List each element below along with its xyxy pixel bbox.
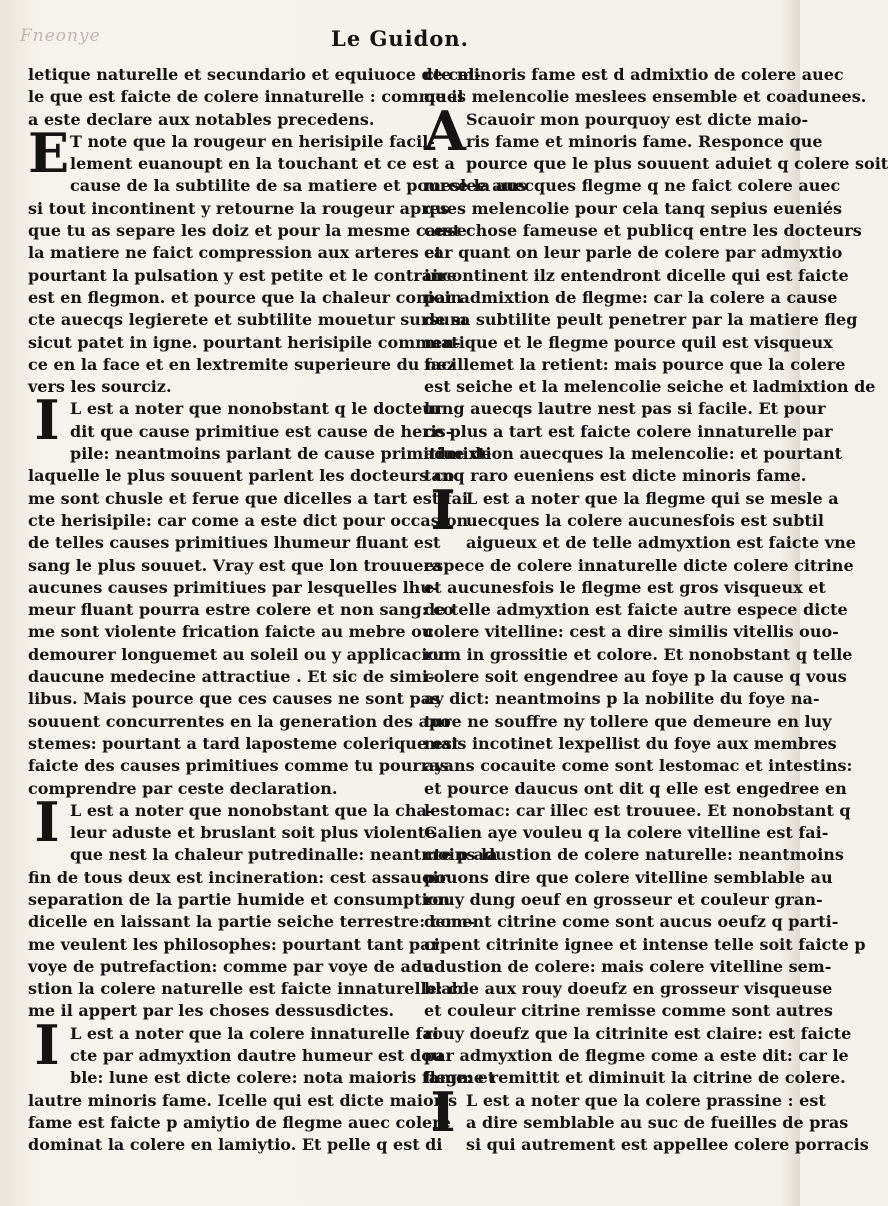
text-line: tanq raro eueniens est dicte minoris fame.: [424, 466, 807, 486]
text-line: cause de la subtilite de sa matiere et pource la aus: [70, 176, 527, 196]
text-line: blable aux rouy doeufz en grosseur visqueuse: [424, 979, 833, 999]
text-line: Scauoir mon pourquoy est dicte maio-: [466, 109, 809, 129]
text-line: L est a noter que la colere prassine : est: [466, 1090, 826, 1110]
paragraph: [28, 789, 498, 1023]
text-line: me veulent les philosophes: pourtant tant par: [28, 934, 439, 954]
drop-cap-initial: E: [28, 120, 70, 185]
text-line: le que est faicte de colere innaturelle : comme il: [28, 87, 464, 107]
text-line: dit que cause primitiue est cause de heris-: [70, 421, 453, 441]
text-line: pourtant la pulsation y est petite et le contraire: [28, 265, 457, 285]
text-line: ture ne souffre ny tollere que demeure en luy: [424, 711, 832, 731]
text-line: libus. Mais pource que ces causes ne sont pas: [28, 689, 441, 709]
drop-cap-initial: I: [34, 1012, 60, 1077]
text-line: voye de putrefaction: comme par voye de adu: [28, 956, 434, 976]
text-line: L est a noter que nonobstant q le docteur: [70, 399, 443, 419]
text-line: stemes: pourtant a tard laposteme colerique est: [28, 733, 460, 753]
text-line: ce en la face et en lextremite superieure du nez: [28, 354, 456, 374]
text-line: ce plus a tart est faicte colere innaturelle par: [424, 421, 833, 441]
text-line: et pource daucus ont dit q elle est engedree en: [424, 778, 847, 798]
text-line: matique et le flegme pource quil est visqueux: [424, 332, 833, 352]
text-line: fin de tous deux est incineration: cest assauoir: [28, 867, 448, 887]
text-line: comprendre par ceste declaration.: [28, 778, 338, 798]
text-line: letique naturelle et secundario et equiuoce de cel-: [28, 65, 482, 84]
text-line: dominat la colere en lamiytio. Et pelle q est di: [28, 1135, 443, 1155]
text-line: vers les sourciz.: [28, 377, 172, 397]
text-line: lestomac: car illec est trouuee. Et nonobstant q: [424, 800, 851, 820]
text-line: colere soit engendree au foye p la cause q vous: [424, 667, 847, 687]
text-line: daucune medecine attractiue . Et sic de simi-: [28, 667, 435, 687]
text-line: et aucunesfois le flegme est gros visqueux et: [424, 577, 826, 597]
paragraph: [28, 1012, 496, 1157]
text-line: facillemet la retient: mais pource que la colere: [424, 354, 846, 374]
text-line: separation de la partie humide et consumption: [28, 889, 450, 909]
text-line: cipent citrinite ignee et intense telle soit faicte p: [424, 934, 866, 954]
text-line: de sa subtilite peult penetrer par la matiere fleg: [424, 310, 858, 330]
drop-cap-initial: I: [34, 789, 60, 854]
text-line: que tu as separe les doiz et pour la mesme cause: [28, 221, 467, 241]
text-line: a dire semblable au suc de fueilles de pras: [466, 1112, 849, 1132]
text-line: fame est faicte p amiytio de flegme auec colere: [28, 1112, 451, 1132]
text-line: colere vitelline: cest a dire similis vitellis ouo-: [424, 622, 839, 642]
drop-cap-initial: I: [430, 477, 456, 542]
text-line: si tout incontinent y retourne la rougeur apres: [28, 198, 449, 218]
text-line: ques melencolie pour cela tanq sepius eueniés: [424, 198, 843, 218]
paragraph: [424, 1079, 869, 1157]
paragraph: [424, 98, 888, 488]
text-line: faicte des causes primitiues comme tu pourras: [28, 756, 449, 776]
text-line: lement euanoupt en la touchant et ce est a: [70, 154, 455, 174]
text-line: est seiche et la melencolie seiche et ladmixtion de: [424, 377, 876, 397]
text-line: pile: neantmoins parlant de cause primitiue de: [70, 444, 492, 464]
text-line: de telles causes primitiues lhumeur fluant est: [28, 533, 441, 553]
text-line: leur aduste et bruslant soit plus violente: [70, 823, 436, 843]
paragraph: [424, 64, 867, 109]
text-line: dement citrine come sont aucus oeufz q parti-: [424, 912, 839, 932]
text-line: la matiere ne faict compression aux arteres et: [28, 243, 442, 263]
text-line: cte auecqs legierete et subtilite mouetur sursum: [28, 310, 467, 330]
text-line: pource que le plus souuent aduiet q colere soit: [466, 154, 888, 174]
drop-cap-initial: A: [424, 98, 466, 163]
text-line: cest chose fameuse et publicq entre les docteurs: [424, 221, 862, 241]
text-line: L est a noter que nonobstant que la cha-: [70, 800, 434, 820]
text-line: mais incotinet lexpellist du foye aux membres: [424, 733, 837, 753]
text-line: meslee auecques flegme q ne faict colere auec: [424, 176, 841, 196]
text-line: espece de colere innaturelle dicte colere citrine: [424, 555, 854, 575]
paragraph: [28, 388, 492, 799]
text-line: L est a noter que la colere innaturelle fai: [70, 1023, 439, 1043]
text-line: a este declare aux notables precedens.: [28, 109, 375, 129]
text-line: flegme remittit et diminuit la citrine de colere.: [424, 1068, 846, 1088]
text-line: cte minoris fame est d admixtio de colere auec: [424, 65, 844, 84]
text-line: demourer longuemet au soleil ou y applicacion: [28, 644, 450, 664]
text-line: est en flegmon. et pource que la chaleur conioin: [28, 287, 463, 307]
text-line: sang le plus souuet. Vray est que lon trouuera: [28, 555, 443, 575]
text-line: stion la colere naturelle est faicte innaturelle: co: [28, 979, 469, 999]
right-column: [424, 64, 888, 1157]
running-header: Le Guidon.: [331, 26, 469, 51]
text-line: et couleur citrine remisse comme sont autres: [424, 1001, 833, 1021]
text-line: rouy dung oeuf en grosseur et couleur gran-: [424, 889, 823, 909]
text-line: L est a noter que la flegme qui se mesle a: [466, 488, 839, 508]
text-line: meur fluant pourra estre colere et non sang: co: [28, 600, 454, 620]
text-line: ay dict: neantmoins p la nobilite du foye na-: [424, 689, 820, 709]
text-line: ris fame et minoris fame. Responce que: [466, 131, 823, 151]
text-line: aucunes causes primitiues par lesquelles lhu-: [28, 577, 439, 597]
text-line: lautre minoris fame. Icelle qui est dicte maioris: [28, 1090, 458, 1110]
text-line: me sont violente frication faicte au mebre ou: [28, 622, 434, 642]
text-line: souuent concurrentes en la generation des apo: [28, 711, 451, 731]
text-line: Galien aye vouleu q la colere vitelline est fai-: [424, 823, 829, 843]
text-line: me sont chusle et ferue que dicelles a tart est fai: [28, 488, 469, 508]
drop-cap-initial: I: [34, 388, 60, 453]
text-line: pouons dire que colere vitelline semblable au: [424, 867, 833, 887]
paragraph: [28, 120, 527, 399]
left-column: [28, 64, 527, 1157]
text-line: uecques la colere aucunesfois est subtil: [466, 510, 824, 530]
bleed-through-text: Fneonye: [20, 26, 101, 46]
text-line: cte p adustion de colere naturelle: neantmoins: [424, 845, 844, 865]
text-line: cte herisipile: car come a este dict pour occasion: [28, 510, 469, 530]
text-line: admixtion auecques la melencolie: et pourtant: [424, 444, 843, 464]
text-line: si qui autrement est appellee colere porracis: [466, 1135, 869, 1155]
text-line: par admyxtion de flegme come a este dit: car le: [424, 1046, 849, 1066]
text-line: par admixtion de flegme: car la colere a cause: [424, 287, 838, 307]
paragraph: [424, 477, 866, 1090]
text-line: sicut patet in igne. pourtant herisipile commen-: [28, 332, 461, 352]
text-line: lung auecqs lautre nest pas si facile. Et pour: [424, 399, 826, 419]
text-line: dicelle en laissant la partie seiche terrestre: com-: [28, 912, 475, 932]
text-line: car quant on leur parle de colere par admyxtio: [424, 243, 843, 263]
text-line: incontinent ilz entendront dicelle qui est faicte: [424, 265, 849, 285]
text-line: rum in grossitie et colore. Et nonobstant q telle: [424, 644, 853, 664]
text-line: ques melencolie meslees ensemble et coadunees.: [424, 87, 867, 107]
text-line: adustion de colere: mais colere vitelline sem-: [424, 956, 832, 976]
text-line: T note que la rougeur en herisipile facil-: [70, 131, 435, 151]
text-line: que nest la chaleur putredinalle: neantmoins la: [70, 845, 498, 865]
text-line: cte par admyxtion dautre humeur est dou: [70, 1046, 444, 1066]
text-line: rouy doeufz que la citrinite est claire: est faicte: [424, 1023, 852, 1043]
paragraph: [28, 64, 482, 131]
text-line: aigueux et de telle admyxtion est faicte vne: [466, 533, 856, 553]
text-line: ble: lune est dicte colere: nota maioris fame: et: [70, 1068, 496, 1088]
drop-cap-initial: I: [430, 1079, 456, 1144]
text-line: me il appert par les choses dessusdictes.: [28, 1001, 395, 1021]
text-line: laquelle le plus souuent parlent les docteurs co: [28, 466, 455, 486]
text-line: de telle admyxtion est faicte autre espece dicte: [424, 600, 848, 620]
text-line: ayans cocauite come sont lestomac et intestins:: [424, 756, 853, 776]
